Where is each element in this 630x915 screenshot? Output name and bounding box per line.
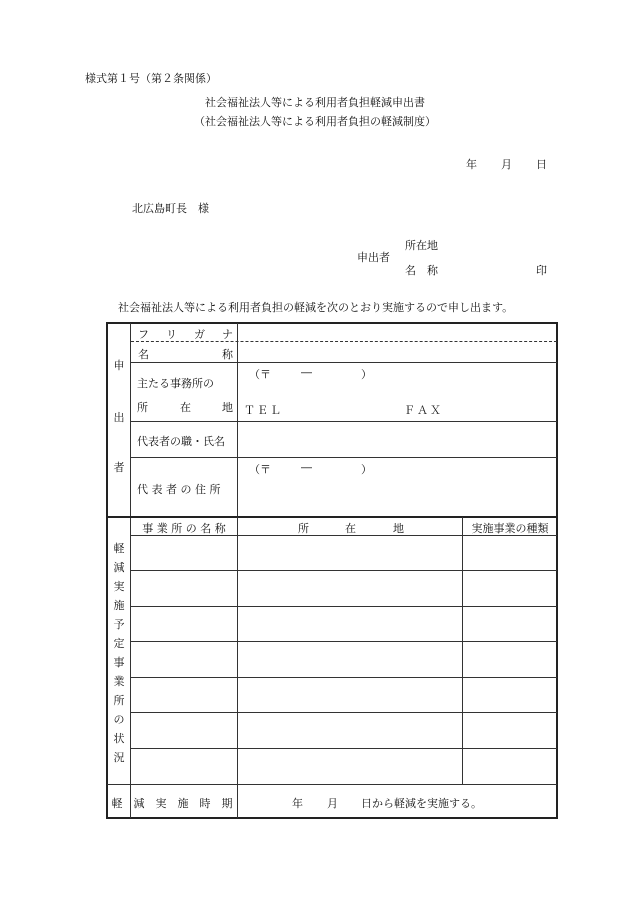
facility-side-char: 実 bbox=[113, 580, 125, 593]
facility-side-char: 業 bbox=[113, 675, 125, 688]
facility-row-line bbox=[131, 677, 557, 678]
seal-mark: 印 bbox=[536, 264, 547, 277]
implementation-divider bbox=[107, 784, 557, 785]
facility-side-char: 軽 bbox=[113, 542, 125, 555]
office-location-char: 所 bbox=[137, 401, 148, 414]
representative-input[interactable] bbox=[242, 426, 554, 454]
applicant-label: 申出者 bbox=[357, 251, 390, 264]
facility-col-name-divider bbox=[237, 517, 238, 784]
implementation-label: 軽 減 実 施 時 期 bbox=[111, 797, 233, 810]
implementation-year[interactable]: 年 bbox=[292, 797, 303, 810]
rep-postal-suffix: ） bbox=[361, 463, 372, 476]
facility-side-char: 所 bbox=[113, 694, 125, 707]
form-number: 様式第１号（第２条関係） bbox=[85, 72, 217, 85]
facility-side-char: 状 bbox=[113, 732, 125, 745]
form-title: 社会福祉法人等による利用者負担軽減申出書 bbox=[205, 96, 425, 109]
section-divider bbox=[107, 516, 557, 518]
implementation-text: 日から軽減を実施する。 bbox=[361, 797, 482, 810]
addressee: 北広島町長 様 bbox=[132, 202, 209, 215]
date-month[interactable]: 月 bbox=[501, 158, 512, 171]
office-postal-suffix: ） bbox=[361, 368, 372, 381]
office-location-char: 地 bbox=[222, 401, 233, 414]
row-divider-name bbox=[131, 362, 557, 363]
furigana-input[interactable] bbox=[242, 326, 554, 340]
facility-col-type-divider bbox=[462, 517, 463, 784]
header-location-char: 所 bbox=[298, 522, 309, 535]
facility-row-line bbox=[131, 606, 557, 607]
date-year[interactable]: 年 bbox=[466, 158, 477, 171]
office-location-label: 主たる事務所の bbox=[137, 377, 214, 390]
form-subtitle: （社会福祉法人等による利用者負担の軽減制度） bbox=[194, 115, 436, 128]
facility-side-char: 施 bbox=[113, 599, 125, 612]
representative-title-label: 代表者の職・氏名 bbox=[137, 435, 225, 448]
facility-side-char: 予 bbox=[113, 618, 125, 631]
facility-side-char: の bbox=[113, 713, 125, 726]
side-char-2: 出 bbox=[113, 411, 125, 424]
header-location-char: 地 bbox=[393, 522, 404, 535]
name-char: 名 bbox=[138, 348, 149, 361]
header-facility-name: 事 業 所 の 名 称 bbox=[142, 522, 226, 535]
facility-side-char: 事 bbox=[113, 656, 125, 669]
date-day[interactable]: 日 bbox=[536, 158, 547, 171]
implementation-month[interactable]: 月 bbox=[327, 797, 338, 810]
facility-row-line bbox=[131, 641, 557, 642]
facility-side-char: 定 bbox=[113, 637, 125, 650]
representative-address-label: 代 表 者 の 住 所 bbox=[137, 483, 221, 496]
furigana-char: ナ bbox=[222, 328, 233, 341]
name-char: 称 bbox=[222, 348, 233, 361]
furigana-char: リ bbox=[166, 328, 177, 341]
facility-row-line bbox=[131, 712, 557, 713]
header-service-type: 実施事業の種類 bbox=[471, 522, 549, 535]
furigana-char: ガ bbox=[194, 328, 205, 341]
row-divider-rep bbox=[131, 457, 557, 458]
fax-label: ＦＡＸ bbox=[404, 404, 443, 417]
rep-postal-dash: ― bbox=[301, 461, 312, 474]
side-char-3: 者 bbox=[113, 461, 125, 474]
furigana-char: フ bbox=[138, 328, 149, 341]
statement: 社会福祉法人等による利用者負担の軽減を次のとおり実施するので申し出ます。 bbox=[118, 301, 514, 314]
facility-side-char: 減 bbox=[113, 561, 125, 574]
facility-side-char: 況 bbox=[113, 751, 125, 764]
office-postal-prefix: （〒 bbox=[249, 368, 271, 381]
side-char-1: 申 bbox=[113, 359, 125, 372]
applicant-location-label: 所在地 bbox=[405, 239, 438, 252]
applicant-name-label: 名 称 bbox=[405, 264, 438, 277]
office-location-char: 在 bbox=[180, 401, 191, 414]
facility-row-line bbox=[131, 748, 557, 749]
implementation-col-divider bbox=[237, 785, 238, 818]
row-divider-office bbox=[131, 421, 557, 422]
header-location-char: 在 bbox=[345, 522, 356, 535]
tel-label: ＴＥＬ bbox=[244, 404, 283, 417]
office-postal-dash: ― bbox=[301, 366, 312, 379]
rep-postal-prefix: （〒 bbox=[249, 463, 271, 476]
name-input[interactable] bbox=[242, 344, 554, 360]
label-column-divider-top bbox=[237, 323, 238, 516]
facility-row-line bbox=[131, 570, 557, 571]
